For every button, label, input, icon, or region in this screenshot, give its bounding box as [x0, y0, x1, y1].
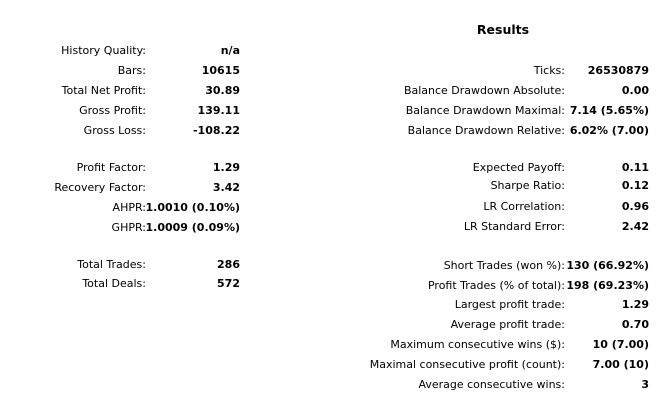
lr-correlation-row	[0, 199, 657, 215]
maximum-consecutive-wins-value: 10 (7.00)	[592, 338, 649, 351]
maximal-consecutive-profit-label: Maximal consecutive profit (count):	[369, 358, 565, 371]
balance-drawdown-relative-value: 6.02% (7.00)	[569, 124, 649, 137]
profit-factor-value: 1.29	[212, 161, 240, 174]
lr-correlation-value: 0.96	[621, 200, 649, 213]
profit-trades-row	[0, 278, 657, 294]
balance-drawdown-maximal-row	[0, 103, 657, 119]
bars-value: 10615	[201, 64, 240, 77]
largest-profit-trade-label: Largest profit trade:	[454, 298, 565, 311]
ahpr-label: AHPR:	[112, 201, 146, 214]
bars-label: Bars:	[117, 64, 146, 77]
expected-payoff-value: 0.11	[621, 161, 649, 174]
lr-standard-error-label: LR Standard Error:	[463, 220, 565, 233]
ghpr-label: GHPR:	[111, 221, 146, 234]
profit-trades-value: 198 (69.23%)	[566, 279, 649, 292]
total-deals-label: Total Deals:	[82, 277, 146, 290]
balance-drawdown-relative-label: Balance Drawdown Relative:	[407, 124, 565, 137]
ticks-row	[0, 63, 657, 79]
sharpe-ratio-value: 0.12	[621, 179, 649, 192]
lr-standard-error-value: 2.42	[621, 220, 649, 233]
balance-drawdown-maximal-value: 7.14 (5.65%)	[569, 104, 649, 117]
total-trades-label: Total Trades:	[77, 258, 146, 271]
short-trades-label: Short Trades (won %):	[443, 259, 565, 272]
maximum-consecutive-wins-row	[0, 337, 657, 353]
average-consecutive-wins-value: 3	[641, 378, 649, 391]
short-trades-value: 130 (66.92%)	[566, 259, 649, 272]
largest-profit-trade-row	[0, 297, 657, 313]
profit-factor-label: Profit Factor:	[76, 161, 146, 174]
maximal-consecutive-profit-row	[0, 357, 657, 373]
balance-drawdown-absolute-value: 0.00	[621, 84, 649, 97]
results-title: Results	[476, 22, 530, 37]
ahpr-value: 1.0010 (0.10%)	[145, 201, 240, 214]
gross-loss-value: -108.22	[192, 124, 240, 137]
gross-loss-label: Gross Loss:	[83, 124, 146, 137]
recovery-factor-label: Recovery Factor:	[54, 181, 146, 194]
maximum-consecutive-wins-label: Maximum consecutive wins ($):	[390, 338, 565, 351]
history-quality-row	[0, 43, 260, 59]
profit-trades-label: Profit Trades (% of total):	[427, 279, 565, 292]
short-trades-row	[0, 258, 657, 274]
average-consecutive-wins-label: Average consecutive wins:	[418, 378, 565, 391]
average-profit-trade-row	[0, 317, 657, 333]
balance-drawdown-absolute-label: Balance Drawdown Absolute:	[403, 84, 565, 97]
expected-payoff-label: Expected Payoff:	[472, 161, 565, 174]
average-profit-trade-value: 0.70	[621, 318, 649, 331]
total-trades-value: 286	[217, 258, 240, 271]
balance-drawdown-maximal-label: Balance Drawdown Maximal:	[405, 104, 565, 117]
lr-correlation-label: LR Correlation:	[483, 200, 565, 213]
sharpe-ratio-label: Sharpe Ratio:	[490, 179, 565, 192]
total-net-profit-label: Total Net Profit:	[61, 84, 146, 97]
history-quality-label: History Quality:	[61, 44, 146, 57]
average-consecutive-wins-row	[0, 377, 657, 393]
total-deals-value: 572	[217, 277, 240, 290]
total-net-profit-value: 30.89	[205, 84, 240, 97]
largest-profit-trade-value: 1.29	[621, 298, 649, 311]
balance-drawdown-relative-row	[0, 123, 657, 139]
gross-profit-value: 139.11	[197, 104, 240, 117]
average-profit-trade-label: Average profit trade:	[450, 318, 565, 331]
sharpe-ratio-row	[0, 178, 657, 194]
ticks-value: 26530879	[587, 64, 649, 77]
balance-drawdown-absolute-row	[0, 83, 657, 99]
recovery-factor-value: 3.42	[212, 181, 240, 194]
ticks-label: Ticks:	[533, 64, 565, 77]
ghpr-value: 1.0009 (0.09%)	[145, 221, 240, 234]
gross-profit-label: Gross Profit:	[79, 104, 146, 117]
maximal-consecutive-profit-value: 7.00 (10)	[592, 358, 649, 371]
lr-standard-error-row	[0, 219, 657, 235]
history-quality-value: n/a	[220, 44, 240, 57]
expected-payoff-row	[0, 160, 657, 176]
